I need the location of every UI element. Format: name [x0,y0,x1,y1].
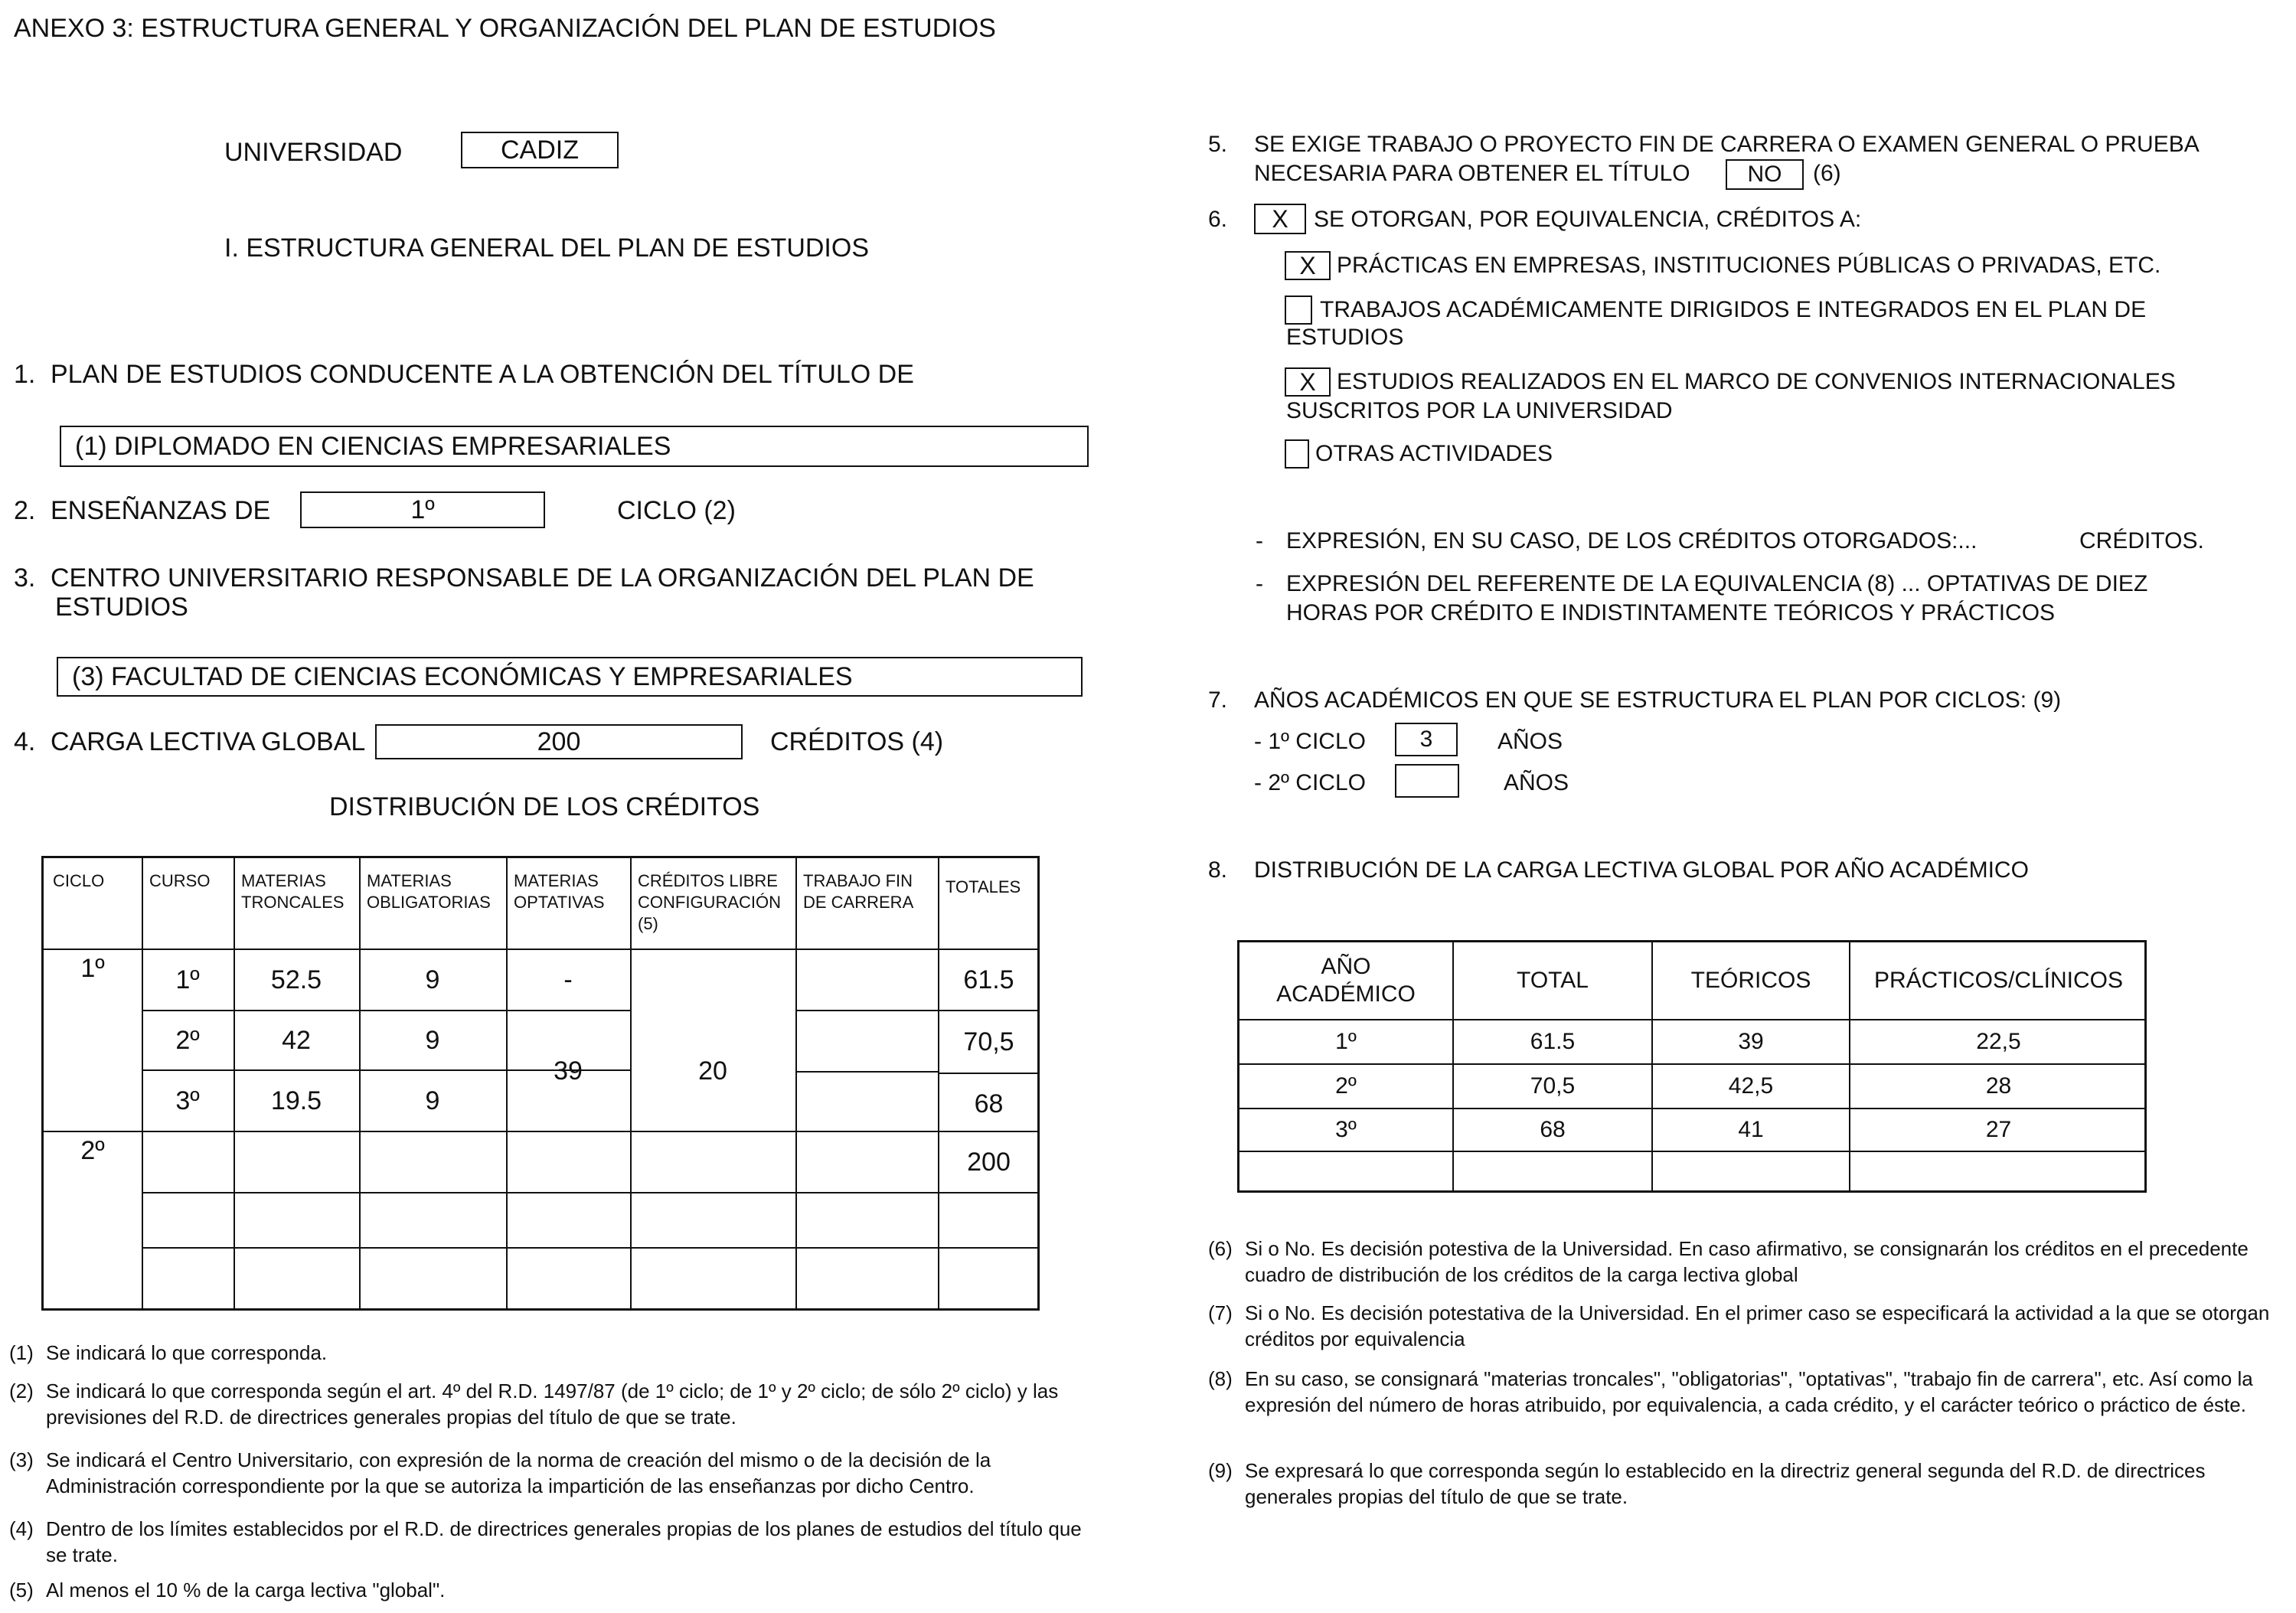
item7-number: 7. [1208,687,1228,713]
ciclo-1: 1º [80,953,105,983]
row2-total: 70,5 [963,1027,1014,1056]
year-row2-year: 2º [1335,1073,1357,1099]
item5-suffix: (6) [1813,161,1841,186]
row1-optativas: - [563,965,573,994]
year-row1-theory: 39 [1738,1029,1764,1054]
item3-number: 3. [14,563,36,593]
item8-number: 8. [1208,857,1228,883]
ciclo2-total: 200 [967,1147,1011,1177]
libre-merged: 20 [698,1056,727,1086]
option4-label: OTRAS ACTIVIDADES [1315,441,1553,466]
item5-line2: NECESARIA PARA OBTENER EL TÍTULO [1254,161,1690,186]
item5-line1: SE EXIGE TRABAJO O PROYECTO FIN DE CARRERA O EXAMEN GENERAL O PRUEBA [1254,132,2200,157]
item2-suffix: CICLO (2) [617,496,736,525]
row2-obligatorias: 9 [425,1025,440,1055]
note-4: (4) Dentro de los límites establecidos por el R.D. de directrices generales propias de los planes de estudios del título que se trate. [9,1517,1082,1566]
option4-checkbox[interactable] [1285,439,1309,469]
note-1: (1) Se indicará lo que corresponda. [9,1341,328,1364]
item4-number: 4. [14,727,36,756]
section-title: I. ESTRUCTURA GENERAL DEL PLAN DE ESTUDIOS [224,233,869,263]
note-3: (3) Se indicará el Centro Universitario, con expresión de la norma de creación del mismo o de la decisión de la Administración correspondiente por la que se autoriza la impartición de las enseñanzas por dicho Centro. [9,1448,991,1497]
header-totales: TOTALES [946,877,1021,896]
note-9: (9) Se expresará lo que corresponda según lo establecido en la directriz general segunda del R.D. de directrices generales propias del título de que se trate. [1208,1459,2206,1508]
final-project-field: NO [1726,159,1804,190]
year-header-practice: PRÁCTICOS/CLÍNICOS [1873,968,2124,993]
header-trabajo-fin: TRABAJO FIN DE CARRERA [803,871,914,912]
year-row1-total: 61.5 [1530,1029,1576,1054]
optativas-merged: 39 [554,1056,583,1086]
row3-curso: 3º [175,1086,200,1115]
cycle2-years-label: AÑOS [1504,770,1569,795]
row1-troncales: 52.5 [270,965,322,994]
header-curso: CURSO [149,871,211,890]
year-row3-theory: 41 [1738,1117,1764,1142]
expr2-line1: EXPRESIÓN DEL REFERENTE DE LA EQUIVALENCIA (8) ... OPTATIVAS DE DIEZ [1286,571,2148,596]
credits-table [41,856,1040,1311]
year-distribution-table [1237,940,2147,1193]
row3-troncales: 19.5 [270,1086,322,1115]
annex-title: ANEXO 3: ESTRUCTURA GENERAL Y ORGANIZACIÓN DEL PLAN DE ESTUDIOS [14,14,996,43]
cycle-field: 1º [300,491,545,528]
year-row2-total: 70,5 [1530,1073,1576,1099]
university-field: CADIZ [461,132,619,168]
item1-label: PLAN DE ESTUDIOS CONDUCENTE A LA OBTENCIÓN DEL TÍTULO DE [51,360,914,389]
cycle1-years-label: AÑOS [1497,729,1563,754]
cycle1-years-field: 3 [1395,723,1458,756]
expr1-suffix: CRÉDITOS. [2079,528,2204,553]
year-header-year: AÑO ACADÉMICO [1276,954,1416,1007]
item7-label: AÑOS ACADÉMICOS EN QUE SE ESTRUCTURA EL PLAN POR CICLOS: (9) [1254,687,2062,713]
total-credits-field: 200 [375,724,743,759]
expr2-dash: - [1256,571,1263,596]
option2-label-line2: ESTUDIOS [1286,325,1404,350]
center-field: (3) FACULTAD DE CIENCIAS ECONÓMICAS Y EMPRESARIALES [57,657,1083,697]
note-8: (8) En su caso, se consignará "materias troncales", "obligatorias", "optativas", "trabajo fin de carrera", etc. Así como la expresión del número de horas atribuido, por equivalencia, a cada crédito, y el carácter teórico o práctico de éste. [1208,1367,2253,1416]
university-label: UNIVERSIDAD [224,138,403,167]
row3-total: 68 [974,1089,1004,1118]
row3-obligatorias: 9 [425,1086,440,1115]
header-libre-configuracion: CRÉDITOS LIBRE CONFIGURACIÓN (5) [638,871,781,933]
header-optativas: MATERIAS OPTATIVAS [514,871,605,912]
year-row2-practice: 28 [1985,1073,2012,1099]
item6-number: 6. [1208,207,1228,232]
year-row3-practice: 27 [1985,1117,2012,1142]
option3-checkbox[interactable]: X [1285,367,1331,397]
item8-label: DISTRIBUCIÓN DE LA CARGA LECTIVA GLOBAL POR AÑO ACADÉMICO [1254,857,2029,883]
option1-checkbox[interactable]: X [1285,251,1331,280]
row2-curso: 2º [175,1025,200,1055]
option3-label-line1: ESTUDIOS REALIZADOS EN EL MARCO DE CONVENIOS INTERNACIONALES [1337,369,2176,394]
option2-label-line1: TRABAJOS ACADÉMICAMENTE DIRIGIDOS E INTEGRADOS EN EL PLAN DE [1320,297,2147,322]
note-6: (6) Si o No. Es decisión potestiva de la Universidad. En caso afirmativo, se consignarán los créditos en el precedente cuadro de distribución de los créditos de la carga lectiva global [1208,1237,2249,1286]
row2-troncales: 42 [282,1025,311,1055]
year-row1-practice: 22,5 [1976,1029,2021,1054]
expr1-label: EXPRESIÓN, EN SU CASO, DE LOS CRÉDITOS OTORGADOS:... [1286,528,1978,553]
item2-label: ENSEÑANZAS DE [51,496,271,525]
option3-label-line2: SUSCRITOS POR LA UNIVERSIDAD [1286,398,1673,423]
note-5: (5) Al menos el 10 % de la carga lectiva "global". [9,1579,446,1602]
header-ciclo: CICLO [53,871,105,890]
year-row3-total: 68 [1540,1117,1566,1142]
year-header-total: TOTAL [1517,968,1589,993]
item3-label-line2: ESTUDIOS [55,593,188,622]
equivalence-checkbox[interactable]: X [1254,204,1306,234]
cycle1-label: - 1º CICLO [1254,729,1366,754]
cycle2-years-field [1395,764,1459,798]
year-header-theory: TEÓRICOS [1690,968,1811,993]
item3-label-line1: CENTRO UNIVERSITARIO RESPONSABLE DE LA ORGANIZACIÓN DEL PLAN DE [51,563,1034,593]
year-row1-year: 1º [1335,1029,1357,1054]
header-obligatorias: MATERIAS OBLIGATORIAS [367,871,491,912]
year-row3-year: 3º [1335,1117,1357,1142]
year-row2-theory: 42,5 [1728,1073,1774,1099]
item5-number: 5. [1208,132,1228,157]
option2-checkbox[interactable] [1285,295,1312,325]
option1-label: PRÁCTICAS EN EMPRESAS, INSTITUCIONES PÚBLICAS O PRIVADAS, ETC. [1337,253,2161,278]
header-troncales: MATERIAS TRONCALES [241,871,345,912]
item4-suffix: CRÉDITOS (4) [770,727,944,756]
expr1-dash: - [1256,528,1263,553]
row1-obligatorias: 9 [425,965,440,994]
degree-title-field: (1) DIPLOMADO EN CIENCIAS EMPRESARIALES [60,426,1089,467]
ciclo-2: 2º [80,1135,105,1165]
item1-number: 1. [14,360,36,389]
row1-total: 61.5 [963,965,1014,994]
cycle2-label: - 2º CICLO [1254,770,1366,795]
item4-label: CARGA LECTIVA GLOBAL [51,727,366,756]
item6-label: SE OTORGAN, POR EQUIVALENCIA, CRÉDITOS A: [1314,207,1862,232]
note-7: (7) Si o No. Es decisión potestativa de la Universidad. En el primer caso se especificará la actividad a la que se otorgan créditos por equivalencia [1208,1301,2270,1350]
distribution-title: DISTRIBUCIÓN DE LOS CRÉDITOS [329,792,760,821]
item2-number: 2. [14,496,36,525]
row1-curso: 1º [175,965,200,994]
expr2-line2: HORAS POR CRÉDITO E INDISTINTAMENTE TEÓRICOS Y PRÁCTICOS [1286,600,2056,625]
note-2: (2) Se indicará lo que corresponda según el art. 4º del R.D. 1497/87 (de 1º ciclo; de 1º y 2º ciclo; de sólo 2º ciclo) y las previsiones del R.D. de directrices generales propias del título de que se trate. [9,1380,1059,1429]
